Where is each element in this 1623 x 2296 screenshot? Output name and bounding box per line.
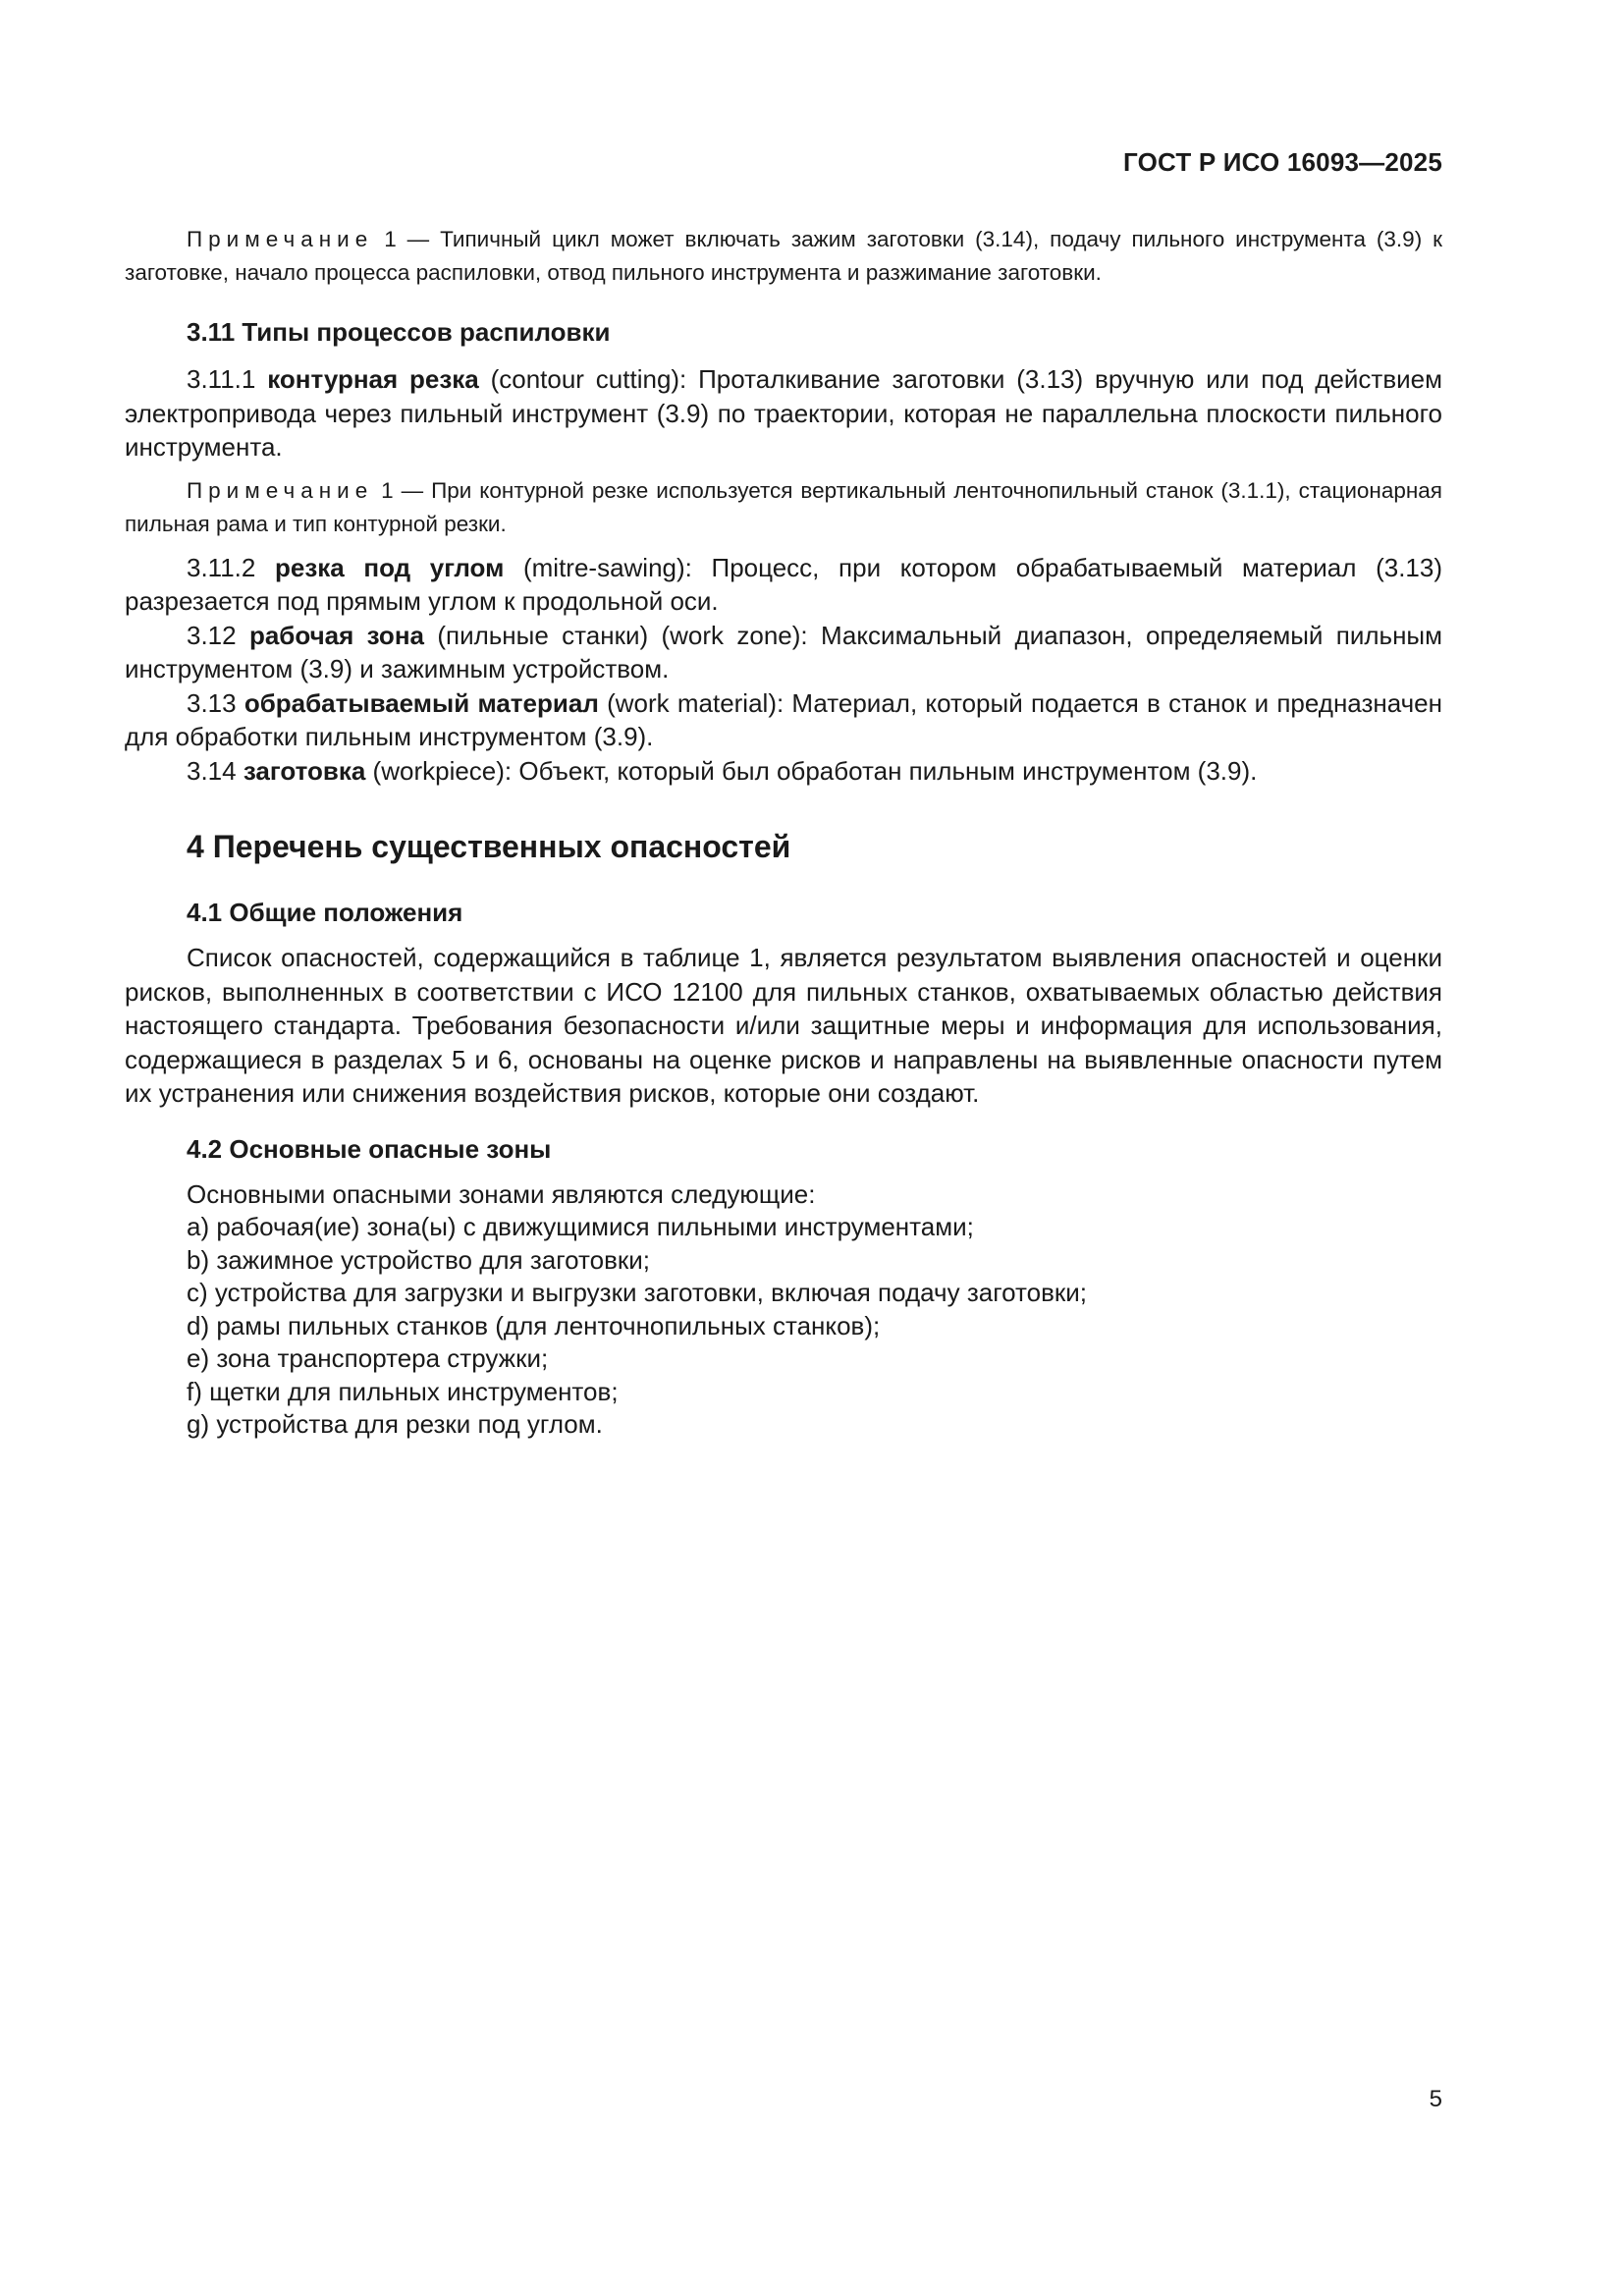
note-3-10 <box>125 223 1442 290</box>
definition-term: резка под углом <box>275 552 505 582</box>
list-item: a) рабочая(ие) зона(ы) с движущимися пильными инструментами; <box>187 1212 974 1241</box>
definition-number: 3.11.2 <box>187 552 275 582</box>
note-text: 1 — При контурной резке используется вертикальный ленточнопильный станок (3.1.1), стационарная пильная рама и тип контурной резки. <box>125 477 1442 536</box>
definition-text: (workpiece): Объект, который был обработан пильным инструментом (3.9). <box>365 755 1258 786</box>
list-item: c) устройства для загрузки и выгрузки заготовки, включая подачу заготовки; <box>187 1278 1088 1307</box>
definition-text: (mitre-sawing): Процесс, при котором обрабатываемый материал (3.13) разрезается под прямым углом к продольной оси. <box>125 552 1442 616</box>
definition-text: (contour cutting): Проталкивание заготовки (3.13) вручную или под действием электропривода через пильный инструмент (3.9) по траектории, которая не параллельна плоскости пильного инструмента. <box>125 364 1442 462</box>
paragraph-4-1: Список опасностей, содержащийся в таблице 1, является результатом выявления опасностей и оценки рисков, выполненных в соответствии с ИСО 12100 для пильных станков, охватываемых областью действия настоящего стандарта. Требования безопасности и/или защитные меры и информация для использования, содержащиеся в разделах 5 и 6, основаны на оценке рисков и направлены на выявленные опасности путем их устранения или снижения воздействия рисков, которые они создают. <box>125 943 1442 1108</box>
definition-number: 3.13 <box>187 687 244 718</box>
definition-term: заготовка <box>243 755 366 786</box>
definition-term: контурная резка <box>267 364 479 394</box>
definition-3-13 <box>125 686 1442 754</box>
note-3-11-1 <box>125 474 1442 541</box>
section-heading-3-11: 3.11 Типы процессов распиловки <box>187 317 611 347</box>
list-item: f) щетки для пильных инструментов; <box>187 1376 619 1406</box>
list-item: g) устройства для резки под углом. <box>187 1409 603 1439</box>
note-label: Примечание <box>187 477 374 503</box>
page-content <box>125 223 1442 1442</box>
definition-number: 3.14 <box>187 755 243 786</box>
definition-text: (пильные станки) (work zone): Максимальный диапазон, определяемый пильным инструментом (3.9) и зажимным устройством. <box>125 620 1442 683</box>
list-item: d) рамы пильных станков (для ленточнопильных станков); <box>187 1310 881 1340</box>
definition-term: рабочая зона <box>248 620 424 650</box>
section-heading-4-1: 4.1 Общие положения <box>187 898 463 927</box>
definition-3-12 <box>125 619 1442 686</box>
definition-term: обрабатываемый материал <box>243 687 599 718</box>
document-header: ГОСТ Р ИСО 16093—2025 <box>1122 147 1442 177</box>
note-label: Примечание <box>187 227 374 251</box>
paragraph-4-2-intro: Основными опасными зонами являются следующие: <box>187 1178 816 1209</box>
note-text: 1 — Типичный цикл может включать зажим заготовки (3.14), подачу пильного инструмента (3.9) к заготовке, начало процесса распиловки, отвод пильного инструмента и разжимание заготовки. <box>125 227 1442 285</box>
definition-3-14 <box>125 754 1442 789</box>
definition-number: 3.11.1 <box>187 364 268 394</box>
definition-number: 3.12 <box>187 620 249 650</box>
definition-text: (work material): Материал, который подается в станок и предназначен для обработки пильным инструментом (3.9). <box>125 687 1442 751</box>
page-number: 5 <box>1429 2086 1442 2112</box>
definition-3-11-1 <box>125 362 1442 465</box>
list-item: e) зона транспортера стружки; <box>187 1343 549 1373</box>
definition-3-11-2 <box>125 551 1442 619</box>
section-heading-4: 4 Перечень существенных опасностей <box>187 829 791 864</box>
hazard-zone-list <box>125 1211 1442 1442</box>
section-heading-4-2: 4.2 Основные опасные зоны <box>187 1133 552 1164</box>
list-item: b) зажимное устройство для заготовки; <box>187 1244 651 1275</box>
